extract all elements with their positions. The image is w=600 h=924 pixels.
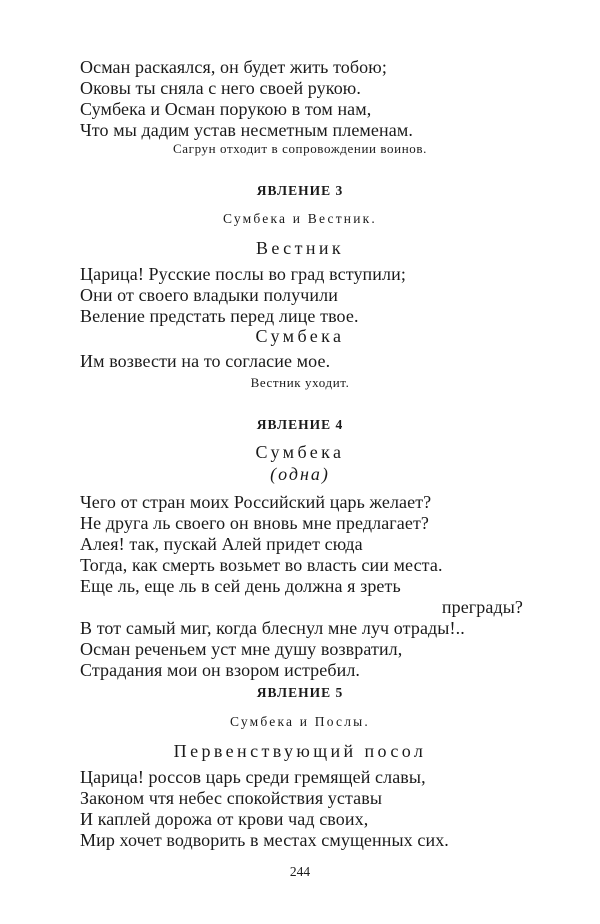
stage-direction-italic: (одна) <box>270 464 330 484</box>
verse-line: Им возвести на то согласие мое. <box>80 351 331 371</box>
verse-line: Алея! так, пускай Алей придет сюда <box>80 534 363 554</box>
stage-direction: Сагрун отходит в сопровождении воинов. <box>173 141 427 156</box>
scene-heading-3: ЯВЛЕНИЕ 3 <box>256 183 344 198</box>
verse-line: Тогда, как смерть возьмет во власть сии места. <box>80 555 443 575</box>
verse-line: Страдания мои он взором истребил. <box>80 660 361 680</box>
verse-line: И каплей дорожа от крови чад своих, <box>80 809 369 829</box>
verse-line: Законом чтя небес спокойствия уставы <box>80 788 383 808</box>
speaker-name: Сумбека <box>255 326 345 346</box>
verse-line: Царица! россов царь среди гремящей славы, <box>80 767 426 787</box>
verse-block-2 <box>80 264 406 327</box>
verse-line: Чего от стран моих Российский царь желает? <box>80 492 432 512</box>
verse-block-5 <box>80 767 449 851</box>
verse-block-4 <box>80 492 523 681</box>
verse-line: Мир хочет водворить в местах смущенных сих. <box>80 830 449 850</box>
verse-block-3 <box>80 351 330 372</box>
verse-line: Сумбека и Осман порукою в том нам, <box>80 99 372 119</box>
verse-line: Не друга ль своего он вновь мне предлагает? <box>80 513 429 533</box>
verse-line-carryover: преграды? <box>441 597 523 617</box>
page-number: 244 <box>289 864 311 879</box>
speaker-name: Вестник <box>255 238 345 258</box>
scene-persons: Сумбека и Послы. <box>230 714 370 729</box>
stage-direction: Вестник уходит. <box>250 375 350 390</box>
verse-line: Что мы дадим устав несметным племенам. <box>80 120 413 140</box>
verse-line: Веление предстать перед лице твое. <box>80 306 359 326</box>
scene-heading-5: ЯВЛЕНИЕ 5 <box>256 685 344 700</box>
verse-line: Царица! Русские послы во град вступили; <box>80 264 406 284</box>
scene-heading-4: ЯВЛЕНИЕ 4 <box>256 417 344 432</box>
verse-line: Осман раскаялся, он будет жить тобою; <box>80 57 387 77</box>
verse-line: Они от своего владыки получили <box>80 285 338 305</box>
verse-line: Еще ль, еще ль в сей день должна я зреть <box>80 576 401 596</box>
scene-persons: Сумбека и Вестник. <box>223 211 377 226</box>
verse-block-1 <box>80 57 413 141</box>
speaker-name: Первенствующий посол <box>173 741 427 761</box>
speaker-name: Сумбека <box>255 442 345 462</box>
verse-line: Оковы ты сняла с него своей рукою. <box>80 78 361 98</box>
verse-line: В тот самый миг, когда блеснул мне луч отрады!.. <box>80 618 465 638</box>
verse-line: Осман реченьем уст мне душу возвратил, <box>80 639 403 659</box>
